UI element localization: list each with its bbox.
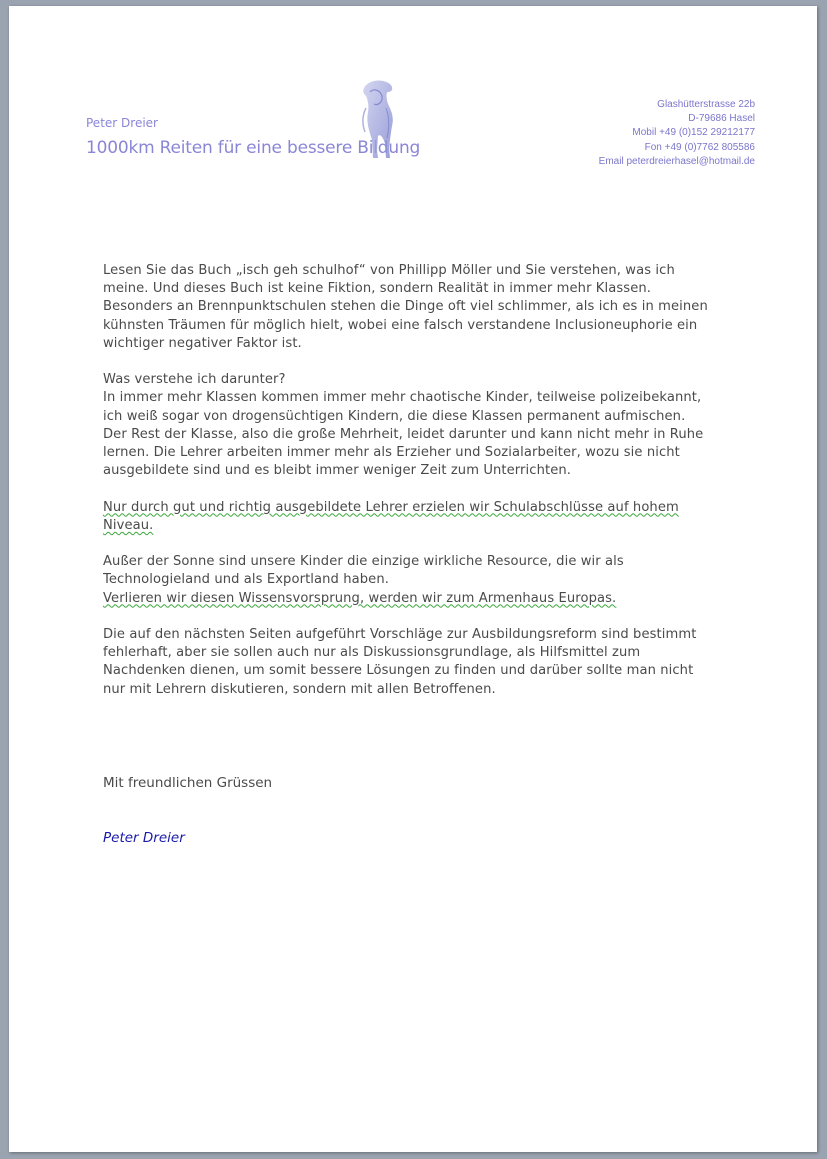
contact-street: Glashütterstrasse 22b	[657, 99, 755, 110]
contact-phone: Fon +49 (0)7762 805586	[644, 141, 755, 153]
text-line: Nachdenken dienen, um somit bessere Lösungen zu finden und darüber sollte man nicht	[103, 663, 694, 679]
text-line: lernen. Die Lehrer arbeiten immer mehr als Erzieher und Sozialarbeiter, wozu sie nicht	[103, 445, 680, 461]
paragraph-3	[103, 499, 763, 535]
letterhead-name: Peter Dreier	[86, 116, 158, 130]
text-line: Technologieland und als Exportland haben.	[103, 572, 389, 588]
contact-email: Email peterdreierhasel@hotmail.de	[598, 155, 755, 167]
horse-icon	[356, 78, 398, 162]
text-line: In immer mehr Klassen kommen immer mehr chaotische Kinder, teilweise polizeibekannt,	[103, 390, 702, 406]
paragraph-4	[103, 553, 763, 608]
letter-body	[103, 262, 763, 717]
text-line: fehlerhaft, aber sie sollen auch nur als Diskussionsgrundlage, als Hilfsmittel zum	[103, 645, 641, 661]
paragraph-1	[103, 262, 763, 353]
text-line-grammar-flagged	[103, 590, 763, 608]
signature: Peter Dreier	[103, 830, 185, 846]
contact-mobile: Mobil +49 (0)152 29212177	[632, 127, 755, 139]
text-line: ausgebildete sind und es bleibt immer weniger Zeit zum Unterrichten.	[103, 463, 572, 479]
text-line: Besonders an Brennpunktschulen stehen die Dinge oft viel schlimmer, als ich es in meinen	[103, 299, 708, 315]
flagged-text: Niveau.	[103, 517, 154, 533]
letterhead-tagline: 1000km Reiten für eine bessere Bildung	[86, 138, 421, 158]
text-line: kühnsten Träumen für möglich hielt, wobei eine falsch verstandene Inclusioneuphorie ein	[103, 317, 698, 333]
closing-line: Mit freundlichen Grüssen	[103, 775, 273, 791]
text-line: Lesen Sie das Buch „isch geh schulhof“ von Phillipp Möller und Sie verstehen, was ich	[103, 263, 675, 278]
text-line-grammar-flagged	[103, 517, 763, 535]
text-line: Der Rest der Klasse, also die große Mehrheit, leidet darunter und kann nicht mehr in Ruhe	[103, 426, 704, 442]
paragraph-2	[103, 371, 763, 480]
flagged-text: Verlieren wir diesen Wissensvorsprung, werden wir zum Armenhaus Europas.	[103, 590, 617, 606]
text-line: Außer der Sonne sind unsere Kinder die einzige wirkliche Resource, die wir als	[103, 554, 624, 570]
text-line: meine. Und dieses Buch ist keine Fiktion, sondern Realität in immer mehr Klassen.	[103, 281, 652, 297]
text-line: wichtiger negativer Faktor ist.	[103, 335, 302, 351]
contact-block	[599, 98, 755, 169]
text-line-grammar-flagged: Nur durch gut und richtig ausgebildete Lehrer erzielen wir Schulabschlüsse auf hohem	[103, 499, 679, 515]
text-line: Was verstehe ich darunter?	[103, 372, 286, 388]
document-page	[9, 6, 817, 1152]
text-line: Die auf den nächsten Seiten aufgeführt Vorschläge zur Ausbildungsreform sind bestimmt	[103, 627, 697, 642]
text-line: nur mit Lehrern diskutieren, sondern mit allen Betroffenen.	[103, 681, 496, 697]
text-line: ich weiß sogar von drogensüchtigen Kindern, die diese Klassen permanent aufmischen.	[103, 408, 686, 424]
contact-city: D-79686 Hasel	[688, 113, 755, 125]
paragraph-5	[103, 626, 763, 699]
